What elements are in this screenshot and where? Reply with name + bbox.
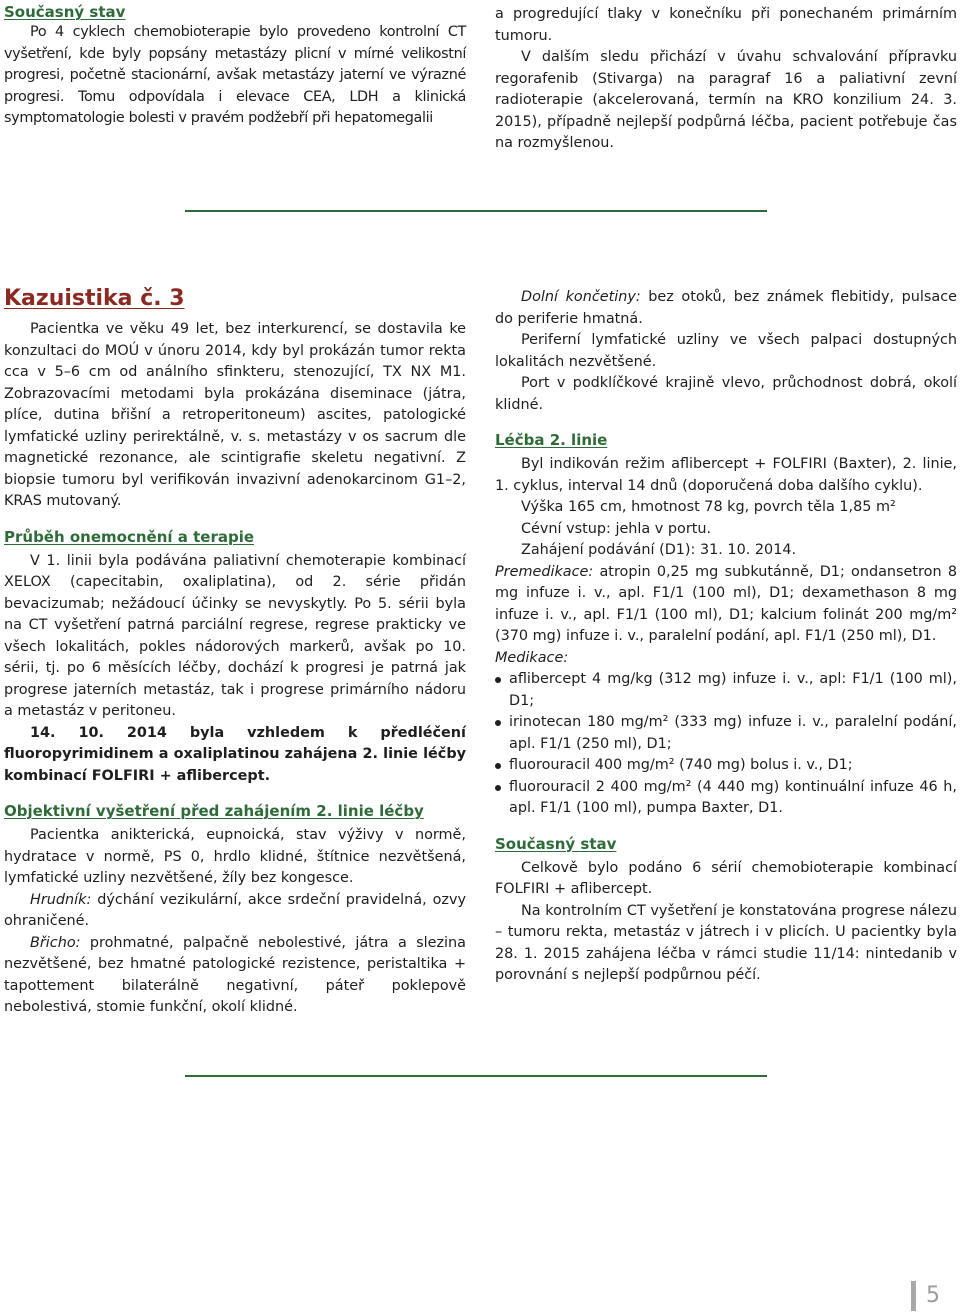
med-label: Medikace: <box>495 649 569 666</box>
paragraph: Celkově bylo podáno 6 sérií chemobioterapie kombinací FOLFIRI + aflibercept. <box>495 859 957 897</box>
limbs-label: Dolní končetiny: <box>521 289 641 305</box>
chest-text: dýchání vezikulární, akce srdeční pravidelná, ozvy ohraničené. <box>4 891 466 929</box>
premed-label: Premedikace: <box>495 563 594 580</box>
top-right-column <box>495 4 957 155</box>
divider-rule-top <box>185 210 767 212</box>
abdomen-text: prohmatné, palpačně nebolestivé, játra a slezina nezvětšené, bez hmatné patologické rezistence, peristaltika + tapottement bilaterálně negativní, páteř poklepově nebolestivá, stomie funkční, okolí klidné. <box>4 934 466 1015</box>
paragraph: Zahájení podávání (D1): 31. 10. 2014. <box>521 542 797 558</box>
section-heading-treatment: Léčba 2. linie <box>495 431 608 449</box>
page-number: 5 <box>911 1281 940 1311</box>
paragraph: V 1. linii byla podávána paliativní chemoterapie kombinací XELOX (capecitabin, oxaliplatina), od 2. série přidán bevacizumab; nežádoucí účinky se nevyskytly. Po 5. sérii byla na CT vyšetření patrná parciální regrese, regrese prakticky ve všech lokalitách, pokles nádorových markerů, avšak po 10. sérii, tj. po 6 měsících léčby, dochází k progresi je patrná jak progrese jaterních metastáz, tak i progrese primárního nádoru a metastáz v peritoneu. <box>4 552 466 719</box>
paragraph: Na kontrolním CT vyšetření je konstatována progrese nálezu – tumoru rekta, metastáz v játrech i v plicích. U pacientky byla 28. 1. 2015 zahájena léčba v rámci studie 11/14: nintedanib v porovnání s nejlepší podpůrnou péčí. <box>495 902 957 983</box>
paragraph: a progredující tlaky v konečníku při ponechaném primárním tumoru. <box>495 6 957 44</box>
section-heading-course: Průběh onemocnění a terapie <box>4 527 255 546</box>
paragraph: Periferní lymfatické uzliny ve všech palpaci dostupných lokalitách nezvětšené. <box>495 332 957 370</box>
medication-list <box>495 669 957 820</box>
paragraph-premedication <box>495 562 957 648</box>
paragraph: Po 4 cyklech chemobioterapie bylo provedeno kontrolní CT vyšetření, kde byly popsány metastázy plicní v mírné velikostní progresi, početně stacionární, avšak metastázy jaterní ve výrazné progresi. Tomu odpovídala i elevace CEA, LDH a klinická symptomatologie bolesti v pravém podžebří při hepatomegalii <box>4 24 466 126</box>
case-right-column <box>495 287 957 987</box>
top-left-column <box>4 2 466 130</box>
list-item: fluorouracil 2 400 mg/m² (4 440 mg) kontinuální infuze 46 h, apl. F1/1 (100 ml), pumpa Baxter, D1. <box>495 777 957 820</box>
abdomen-label: Břicho: <box>30 934 81 951</box>
paragraph-chest <box>4 890 466 933</box>
section-heading-exam: Objektivní vyšetření před zahájením 2. linie léčby <box>4 802 424 820</box>
case-intro-paragraph: Pacientka ve věku 49 let, bez interkurencí, se dostavila ke konzultaci do MOÚ v únoru 2014, kdy byl prokázán tumor rekta cca v 5–6 cm od análního sfinkteru, stenozující, TX NX M1. Zobrazovacími metodami byla prokázána diseminace (játra, plíce, dutina břišní a retroperitoneum) ascites, patologické lymfatické uzliny perirektálně, v. s. metastázy v os sacrum dle magnetické rezonance, ale scintigrafie skeletu negativní. Z biopsie tumoru byl verifikován invazivní adenokarcinom G1–2, KRAS mutovaný. <box>4 321 466 509</box>
chest-label: Hrudník: <box>30 891 92 908</box>
section-heading-current-status: Současný stav <box>4 3 126 21</box>
paragraph-limbs <box>495 287 957 330</box>
section-heading-current-status-2: Současný stav <box>495 834 617 853</box>
list-item: fluorouracil 400 mg/m² (740 mg) bolus i. v., D1; <box>495 755 957 777</box>
paragraph: Cévní vstup: jehla v portu. <box>521 520 712 537</box>
limbs-text: bez otoků, bez známek flebitidy, pulsace do periferie hmatná. <box>495 289 957 327</box>
paragraph: Pacientka anikterická, eupnoická, stav výživy v normě, hydratace v normě, PS 0, hrdlo klidné, štítnice nezvětšená, lymfatické uzliny nezvětšené, žíly bez kongesce. <box>4 827 466 886</box>
list-item: irinotecan 180 mg/m² (333 mg) infuze i. v., paralelní podání, apl. F1/1 (250 ml), D1; <box>495 712 957 755</box>
case-title: Kazuistika č. 3 <box>4 286 185 311</box>
paragraph: V dalším sledu přichází v úvahu schvalování přípravku regorafenib (Stivarga) na paragraf 16 a paliativní zevní radioterapie (akcelerovaná, termín na KRO konzilium 24. 3. 2015), případně nejlepší podpůrná léčba, pacient potřebuje čas na rozmyšlenou. <box>495 49 957 151</box>
premed-text: atropin 0,25 mg subkutánně, D1; ondansetron 8 mg infuze i. v., apl. F1/1 (100 ml), D1; dexamethason 8 mg infuze i. v., apl. F1/1 (100 ml), D1; kalcium folinát 200 mg/m² (370 mg) infuze i. v., paralelní podání, apl. F1/1 (250 ml), D1. <box>495 563 957 644</box>
paragraph: Výška 165 cm, hmotnost 78 kg, povrch těla 1,85 m² <box>521 499 896 515</box>
medication-label <box>495 648 957 670</box>
case-left-column <box>4 285 466 1019</box>
paragraph-abdomen <box>4 933 466 1019</box>
paragraph-bold: 14. 10. 2014 byla vzhledem k předléčení fluoropyrimidinem a oxaliplatinou zahájena 2. linie léčby kombinací FOLFIRI + aflibercept. <box>4 724 466 784</box>
list-item: aflibercept 4 mg/kg (312 mg) infuze i. v., apl: F1/1 (100 ml), D1; <box>495 669 957 712</box>
paragraph: Port v podklíčkové krajině vlevo, průchodnost dobrá, okolí klidné. <box>495 375 957 413</box>
divider-rule-bottom <box>185 1075 767 1077</box>
paragraph: Byl indikován režim aflibercept + FOLFIRI (Baxter), 2. linie, 1. cyklus, interval 14 dnů (doporučená doba dalšího cyklu). <box>495 456 957 494</box>
